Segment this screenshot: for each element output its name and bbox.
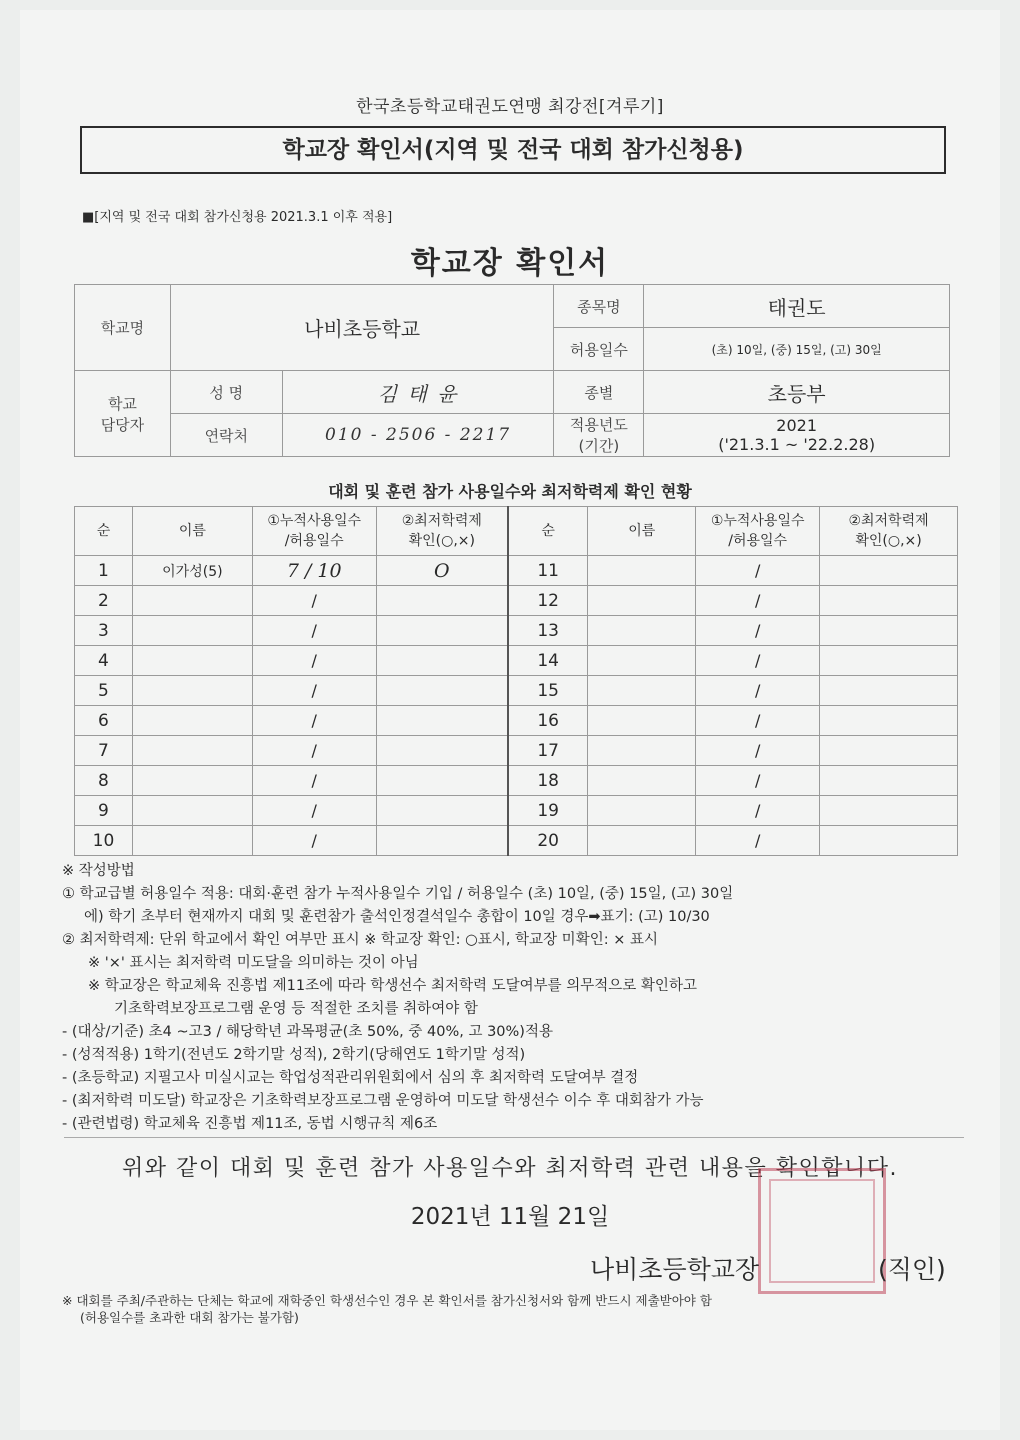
left-days-cell: / [252, 586, 376, 616]
right-name-cell [588, 826, 696, 856]
left-days-cell: / [252, 766, 376, 796]
category-value: 초등부 [644, 371, 950, 414]
table-row [75, 706, 958, 736]
method-title: ※ 작성방법 [62, 863, 135, 879]
school-name: 나비초등학교 [170, 285, 554, 371]
right-name-cell [588, 616, 696, 646]
left-days-cell: 7 / 10 [252, 556, 376, 586]
divider [64, 1137, 964, 1138]
right-name-cell [588, 676, 696, 706]
left-name-cell [132, 676, 252, 706]
table-row [75, 766, 958, 796]
right-name-cell [588, 586, 696, 616]
col-check-right-1: ②최저학력제 [848, 513, 929, 529]
confirmation-date: 2021년 11월 21일 [410, 1204, 610, 1230]
right-name-cell [588, 706, 696, 736]
sport-value: 태권도 [644, 285, 950, 328]
col-days-left-2: /허용일수 [284, 533, 344, 549]
method-line-9: - (초등학교) 지필고사 미실시교는 학업성적관리위원회에서 심의 후 최저학력 도달여부 결정 [62, 1070, 639, 1086]
col-name-left: 이름 [132, 507, 252, 556]
left-check-cell [376, 766, 508, 796]
left-no-cell: 9 [75, 796, 133, 826]
right-no-cell: 18 [508, 766, 588, 796]
right-name-cell [588, 556, 696, 586]
left-no-cell: 8 [75, 766, 133, 796]
manager-label-2: 담당자 [100, 415, 145, 434]
method-line-3: ② 최저학력제: 단위 학교에서 확인 여부만 표시 ※ 학교장 확인: ○표시, 학교장 미확인: × 표시 [62, 932, 658, 948]
contact-value: 010 - 2506 - 2217 [282, 414, 554, 457]
year-label-1: 적용년도 [569, 416, 628, 434]
school-label: 학교명 [75, 285, 171, 371]
left-no-cell: 2 [75, 586, 133, 616]
info-table [74, 284, 950, 457]
right-no-cell: 17 [508, 736, 588, 766]
col-check-right [820, 507, 958, 556]
col-no-left: 순 [75, 507, 133, 556]
seal-note: (직인) [878, 1255, 946, 1284]
right-name-cell [588, 766, 696, 796]
right-check-cell [820, 556, 958, 586]
method-line-4: ※ '×' 표시는 최저학력 미도달을 의미하는 것이 아님 [88, 955, 419, 971]
table-row [75, 586, 958, 616]
main-title: 학교장 확인서 [410, 246, 610, 281]
event-title: 한국초등학교태권도연맹 최강전[겨루기] [356, 97, 664, 117]
left-name-cell [132, 706, 252, 736]
right-no-cell: 19 [508, 796, 588, 826]
left-no-cell: 4 [75, 646, 133, 676]
right-days-cell: / [696, 826, 820, 856]
right-check-cell [820, 616, 958, 646]
name-label: 성 명 [170, 371, 282, 414]
left-no-cell: 1 [75, 556, 133, 586]
col-no-right: 순 [508, 507, 588, 556]
right-no-cell: 14 [508, 646, 588, 676]
sport-label: 종목명 [554, 285, 644, 328]
table-row [75, 676, 958, 706]
usage-header-row [75, 507, 958, 556]
table-row [75, 616, 958, 646]
boxed-title: 학교장 확인서(지역 및 전국 대회 참가신청용) [80, 126, 946, 174]
footnote-line-2: (허용일수를 초과한 대회 참가는 불가함) [80, 1310, 299, 1325]
left-name-cell [132, 646, 252, 676]
left-days-cell: / [252, 796, 376, 826]
method-line-7: - (대상/기준) 초4 ~고3 / 해당학년 과목평균(초 50%, 중 40%, 고 30%)적용 [62, 1024, 553, 1040]
right-check-cell [820, 736, 958, 766]
right-name-cell [588, 736, 696, 766]
year-value: 2021 [776, 416, 817, 435]
right-check-cell [820, 676, 958, 706]
category-label: 종별 [554, 371, 644, 414]
right-no-cell: 15 [508, 676, 588, 706]
right-check-cell [820, 706, 958, 736]
right-check-cell [820, 826, 958, 856]
left-check-cell [376, 796, 508, 826]
right-check-cell [820, 796, 958, 826]
col-days-left [252, 507, 376, 556]
instructions [62, 860, 962, 1136]
col-days-right-2: /허용일수 [728, 533, 788, 549]
right-check-cell [820, 586, 958, 616]
right-days-cell: / [696, 766, 820, 796]
left-no-cell: 6 [75, 706, 133, 736]
right-days-cell: / [696, 676, 820, 706]
left-no-cell: 5 [75, 676, 133, 706]
seal-inner-border [769, 1179, 875, 1283]
right-days-cell: / [696, 646, 820, 676]
right-no-cell: 20 [508, 826, 588, 856]
right-days-cell: / [696, 736, 820, 766]
col-check-left-1: ②최저학력제 [401, 513, 482, 529]
left-days-cell: / [252, 616, 376, 646]
left-name-cell [132, 616, 252, 646]
left-name-cell [132, 586, 252, 616]
year-label-2: (기간) [578, 437, 620, 455]
col-days-right [696, 507, 820, 556]
usage-table [74, 506, 958, 856]
left-days-cell: / [252, 736, 376, 766]
left-check-cell: O [376, 556, 508, 586]
left-check-cell [376, 586, 508, 616]
left-days-cell: / [252, 646, 376, 676]
year-cell [644, 414, 950, 457]
col-days-right-1: ①누적사용일수 [710, 513, 805, 529]
left-name-cell: 이가성(5) [132, 556, 252, 586]
left-days-cell: / [252, 826, 376, 856]
right-days-cell: / [696, 586, 820, 616]
left-no-cell: 7 [75, 736, 133, 766]
left-check-cell [376, 676, 508, 706]
col-check-right-2: 확인(○,×) [855, 533, 922, 549]
right-days-cell: / [696, 796, 820, 826]
manager-label-1: 학교 [107, 394, 137, 413]
left-name-cell [132, 736, 252, 766]
left-check-cell [376, 646, 508, 676]
left-no-cell: 3 [75, 616, 133, 646]
right-check-cell [820, 766, 958, 796]
col-name-right: 이름 [588, 507, 696, 556]
allowed-days-label: 허용일수 [554, 328, 644, 371]
method-line-6: 기초학력보장프로그램 운영 등 적절한 조치를 취하여야 함 [114, 1001, 478, 1017]
table-row [75, 736, 958, 766]
right-no-cell: 12 [508, 586, 588, 616]
left-check-cell [376, 826, 508, 856]
right-no-cell: 16 [508, 706, 588, 736]
method-line-8: - (성적적용) 1학기(전년도 2학기말 성적), 2학기(당해연도 1학기말 성적) [62, 1047, 526, 1063]
col-check-left [376, 507, 508, 556]
manager-name: 김 태 윤 [282, 371, 554, 414]
signer-name: 나비초등학교장 [590, 1255, 760, 1284]
left-name-cell [132, 826, 252, 856]
left-check-cell [376, 616, 508, 646]
year-label [554, 414, 644, 457]
right-no-cell: 13 [508, 616, 588, 646]
left-check-cell [376, 736, 508, 766]
right-name-cell [588, 646, 696, 676]
official-seal-stamp [758, 1168, 886, 1294]
method-line-11: - (관련법령) 학교체육 진흥법 제11조, 동법 시행규칙 제6조 [62, 1116, 438, 1132]
allowed-days-value: (초) 10일, (중) 15일, (고) 30일 [644, 328, 950, 371]
method-line-1: ① 학교급별 허용일수 적용: 대회·훈련 참가 누적사용일수 기입 / 허용일수 (초) 10일, (중) 15일, (고) 30일 [62, 886, 734, 902]
right-days-cell: / [696, 706, 820, 736]
table-row [75, 826, 958, 856]
method-line-10: - (최저학력 미도달) 학교장은 기초학력보장프로그램 운영하여 미도달 학생선수 이수 후 대회참가 가능 [62, 1093, 704, 1109]
col-check-left-2: 확인(○,×) [408, 533, 475, 549]
col-days-left-1: ①누적사용일수 [267, 513, 362, 529]
right-days-cell: / [696, 616, 820, 646]
left-no-cell: 10 [75, 826, 133, 856]
contact-label: 연락처 [170, 414, 282, 457]
period-value: ('21.3.1 ~ '22.2.28) [718, 435, 876, 454]
right-days-cell: / [696, 556, 820, 586]
method-line-2: 에) 학기 초부터 현재까지 대회 및 훈련참가 출석인정결석일수 총합이 10일 경우➡표기: (고) 10/30 [84, 909, 710, 925]
left-name-cell [132, 796, 252, 826]
usage-heading: 대회 및 훈련 참가 사용일수와 최저학력제 확인 현황 [328, 482, 692, 501]
right-name-cell [588, 796, 696, 826]
left-name-cell [132, 766, 252, 796]
right-no-cell: 11 [508, 556, 588, 586]
confirmation-statement: 위와 같이 대회 및 훈련 참가 사용일수와 최저학력 관련 내용을 확인합니다. [122, 1156, 898, 1181]
method-line-5: ※ 학교장은 학교체육 진흥법 제11조에 따라 학생선수 최저학력 도달여부를 의무적으로 확인하고 [88, 978, 697, 994]
table-row [75, 556, 958, 586]
left-check-cell [376, 706, 508, 736]
right-check-cell [820, 646, 958, 676]
apply-note: ■[지역 및 전국 대회 참가신청용 2021.3.1 이후 적용] [82, 210, 393, 225]
footnote-line-1: ※ 대회를 주최/주관하는 단체는 학교에 재학중인 학생선수인 경우 본 확인서를 참가신청서와 함께 반드시 제출받아야 함 [62, 1293, 712, 1308]
left-days-cell: / [252, 676, 376, 706]
table-row [75, 796, 958, 826]
manager-label [75, 371, 171, 457]
footnote [62, 1292, 962, 1326]
left-days-cell: / [252, 706, 376, 736]
table-row [75, 646, 958, 676]
